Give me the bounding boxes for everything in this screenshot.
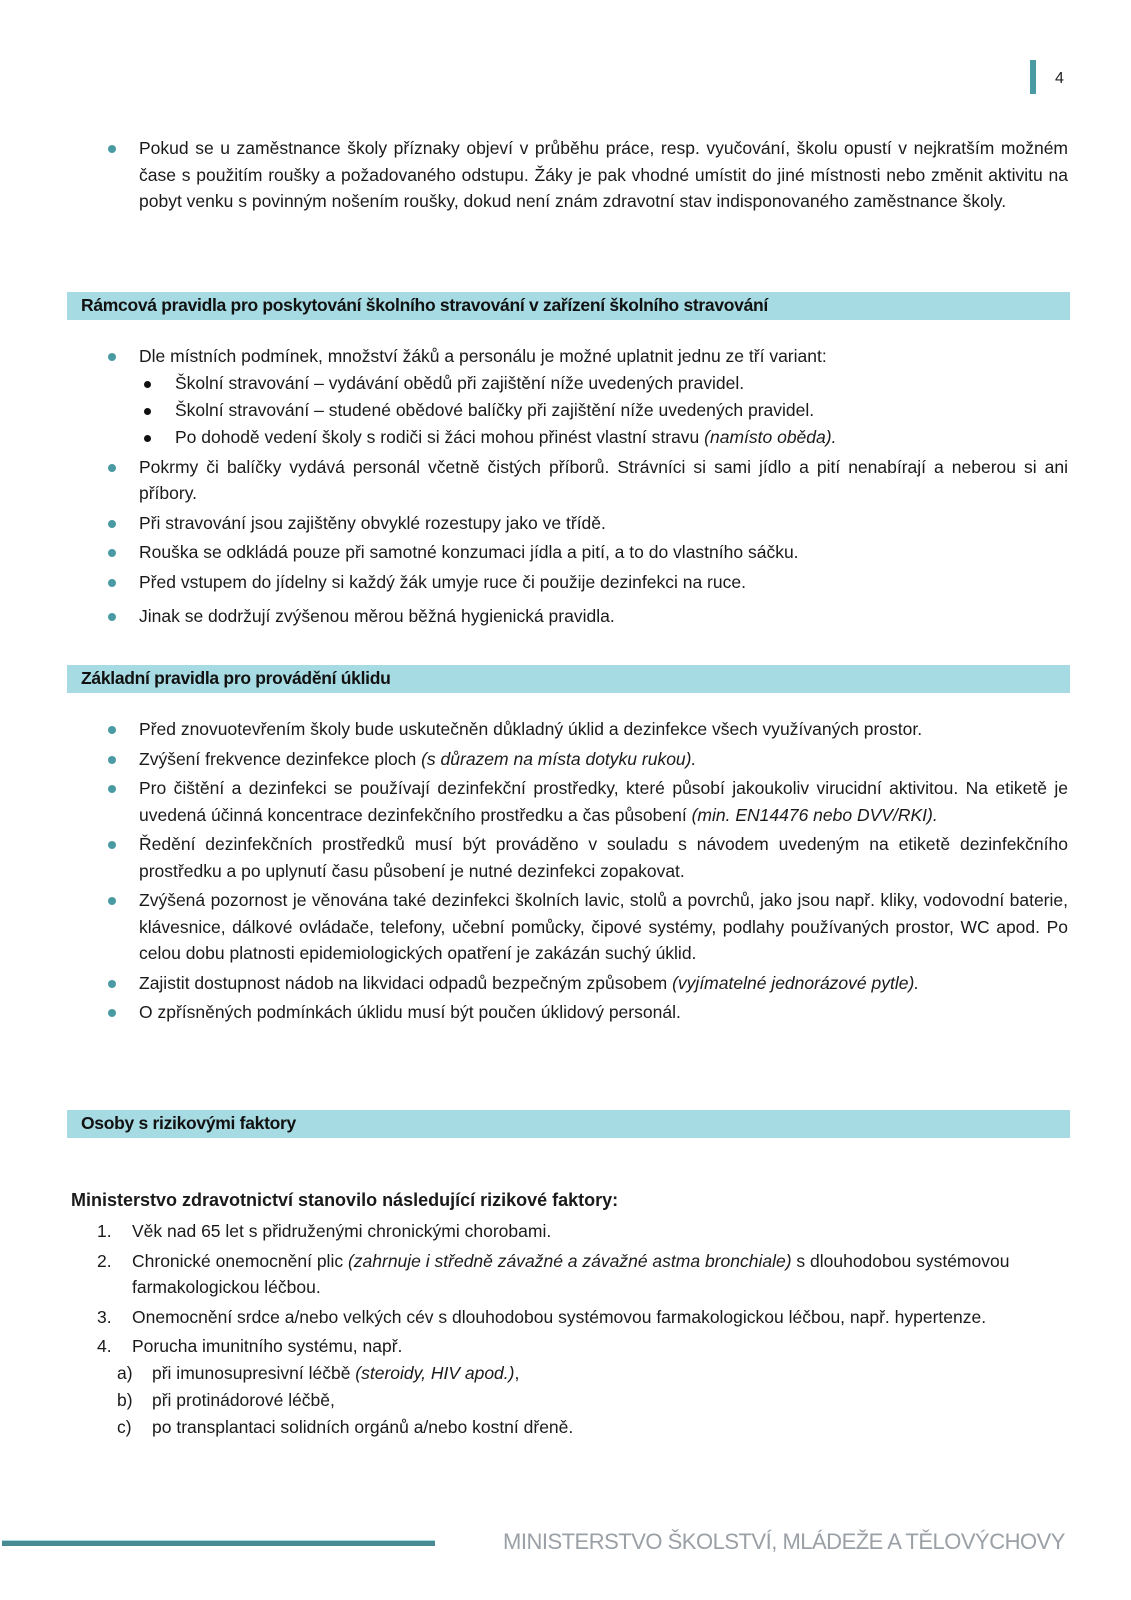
bullet-icon xyxy=(144,381,151,388)
list-item: b) při protinádorové léčbě, xyxy=(117,1389,335,1410)
section-title: Rámcová pravidla pro poskytování školního stravování v zařízení školního stravování xyxy=(81,295,768,315)
bullet-icon xyxy=(108,785,116,793)
list-item: c) po transplantaci solidních orgánů a/nebo kostní dřeně. xyxy=(117,1416,574,1437)
list-item: Školní stravování – vydávání obědů při zajištění níže uvedených pravidel. xyxy=(108,370,1068,397)
list-item: Dle místních podmínek, množství žáků a personálu je možné uplatnit jednu ze tří variant: Školní stravování – vydávání obědů při zajištění níže uvedených pravidel. Školní stravování – studené obědové balíčky při zajištění níže uvedených pravidel. Po dohodě vedení školy s rodiči si žáci mohou přinést vlastní stravu (namísto oběda). xyxy=(108,343,1068,451)
bullet-icon xyxy=(108,897,116,905)
bullet-icon xyxy=(108,756,116,764)
page-number-marker xyxy=(1030,60,1036,94)
list-item: Zajistit dostupnost nádob na likvidaci odpadů bezpečným způsobem (vyjímatelné jednorázové pytle). xyxy=(108,970,1068,997)
risk-intro: Ministerstvo zdravotnictví stanovilo následující rizikové faktory: xyxy=(71,1190,619,1210)
list-item: Jinak se dodržují zvýšenou měrou běžná hygienická pravidla. xyxy=(108,603,1068,630)
bullet-icon xyxy=(144,408,151,415)
footer-accent-bar xyxy=(2,1540,435,1546)
list-item: Rouška se odkládá pouze při samotné konzumaci jídla a pití, a to do vlastního sáčku. xyxy=(108,539,1068,566)
list-item: a) při imunosupresivní léčbě (steroidy, HIV apod.), xyxy=(117,1362,520,1383)
list-item: Před vstupem do jídelny si každý žák umyje ruce či použije dezinfekci na ruce. xyxy=(108,569,1068,596)
list-item: 3. Onemocnění srdce a/nebo velkých cév s dlouhodobou systémovou farmakologickou léčbou, např. hypertenze. xyxy=(97,1306,987,1327)
list-item: O zpřísněných podmínkách úklidu musí být poučen úklidový personál. xyxy=(108,999,1068,1026)
bullet-icon xyxy=(108,726,116,734)
variant-list xyxy=(108,370,1068,451)
section-header-cleaning xyxy=(67,665,1070,693)
bullet-icon xyxy=(108,145,116,153)
bullet-icon xyxy=(108,613,116,621)
list-item: Pro čištění a dezinfekci se používají dezinfekční prostředky, které působí jakoukoliv virucidní aktivitou. Na etiketě je uvedená účinná koncentrace dezinfekčního prostředku a čas působení (min. EN14476 nebo DVV/RKI). xyxy=(108,775,1068,828)
section-header-risk xyxy=(67,1110,1070,1138)
bullet-icon xyxy=(108,464,116,472)
bullet-icon xyxy=(108,1009,116,1017)
intro-bullet-list xyxy=(108,135,1068,218)
section-header-meals xyxy=(67,292,1070,320)
list-item: 1. Věk nad 65 let s přidruženými chronickými chorobami. xyxy=(97,1221,552,1241)
list-item: Po dohodě vedení školy s rodiči si žáci mohou přinést vlastní stravu (namísto oběda). xyxy=(108,424,1068,451)
list-item: 2. Chronické onemocnění plic (zahrnuje i středně závažné a závažné astma bronchiale) s dlouhodobou systémovou farmakologickou léčbou. xyxy=(97,1250,1010,1297)
bullet-icon xyxy=(144,435,151,442)
list-item: Pokud se u zaměstnance školy příznaky objeví v průběhu práce, resp. vyučování, školu opustí v nejkratším možném čase s použitím roušky a požadovaného odstupu. Žáky je pak vhodné umístit do jiné místnosti nebo změnit aktivitu na pobyt venku s povinným nošením roušky, dokud není znám zdravotní stav indisponovaného zaměstnance školy. xyxy=(108,135,1068,215)
section-title: Osoby s rizikovými faktory xyxy=(81,1113,296,1133)
bullet-icon xyxy=(108,549,116,557)
bullet-icon xyxy=(108,841,116,849)
sub-factor-list xyxy=(97,1360,1057,1441)
list-item: Pokrmy či balíčky vydává personál včetně čistých příborů. Strávníci si sami jídlo a pití nenabírají a neberou si ani příbory. xyxy=(108,454,1068,507)
list-item: Při stravování jsou zajištěny obvyklé rozestupy jako ve třídě. xyxy=(108,510,1068,537)
list-item: Zvýšená pozornost je věnována také dezinfekci školních lavic, stolů a povrchů, jako jsou např. kliky, vodovodní baterie, klávesnice, dálkové ovládače, telefony, učební pomůcky, čipové systémy, podlahy používaných prostor, WC apod. Po celou dobu platnosti epidemiologických opatření je zakázán suchý úklid. xyxy=(108,887,1068,967)
footer-ministry-name: MINISTERSTVO ŠKOLSTVÍ, MLÁDEŽE A TĚLOVÝCHOVY xyxy=(503,1529,1065,1554)
bullet-icon xyxy=(108,520,116,528)
section-title: Základní pravidla pro provádění úklidu xyxy=(81,668,391,688)
bullet-icon xyxy=(108,579,116,587)
list-item: Zvýšení frekvence dezinfekce ploch (s důrazem na místa dotyku rukou). xyxy=(108,746,1068,773)
cleaning-bullet-list xyxy=(108,716,1068,1029)
bullet-icon xyxy=(108,353,116,361)
risk-factor-list xyxy=(97,1218,1057,1444)
bullet-icon xyxy=(108,980,116,988)
list-item: Školní stravování – studené obědové balíčky při zajištění níže uvedených pravidel. xyxy=(108,397,1068,424)
list-item: Ředění dezinfekčních prostředků musí být prováděno v souladu s návodem uvedeným na etiketě dezinfekčního prostředku a po uplynutí času působení je nutné dezinfekci zopakovat. xyxy=(108,831,1068,884)
list-item: 4. Porucha imunitního systému, např. a) při imunosupresivní léčbě (steroidy, HIV apod.), b) při protinádorové léčbě, c) po transplantaci solidních orgánů a/nebo kostní dřeně. xyxy=(97,1333,1057,1441)
page-number: 4 xyxy=(1055,70,1064,87)
meals-bullet-list xyxy=(108,343,1068,633)
list-item: Před znovuotevřením školy bude uskutečněn důkladný úklid a dezinfekce všech využívaných prostor. xyxy=(108,716,1068,743)
